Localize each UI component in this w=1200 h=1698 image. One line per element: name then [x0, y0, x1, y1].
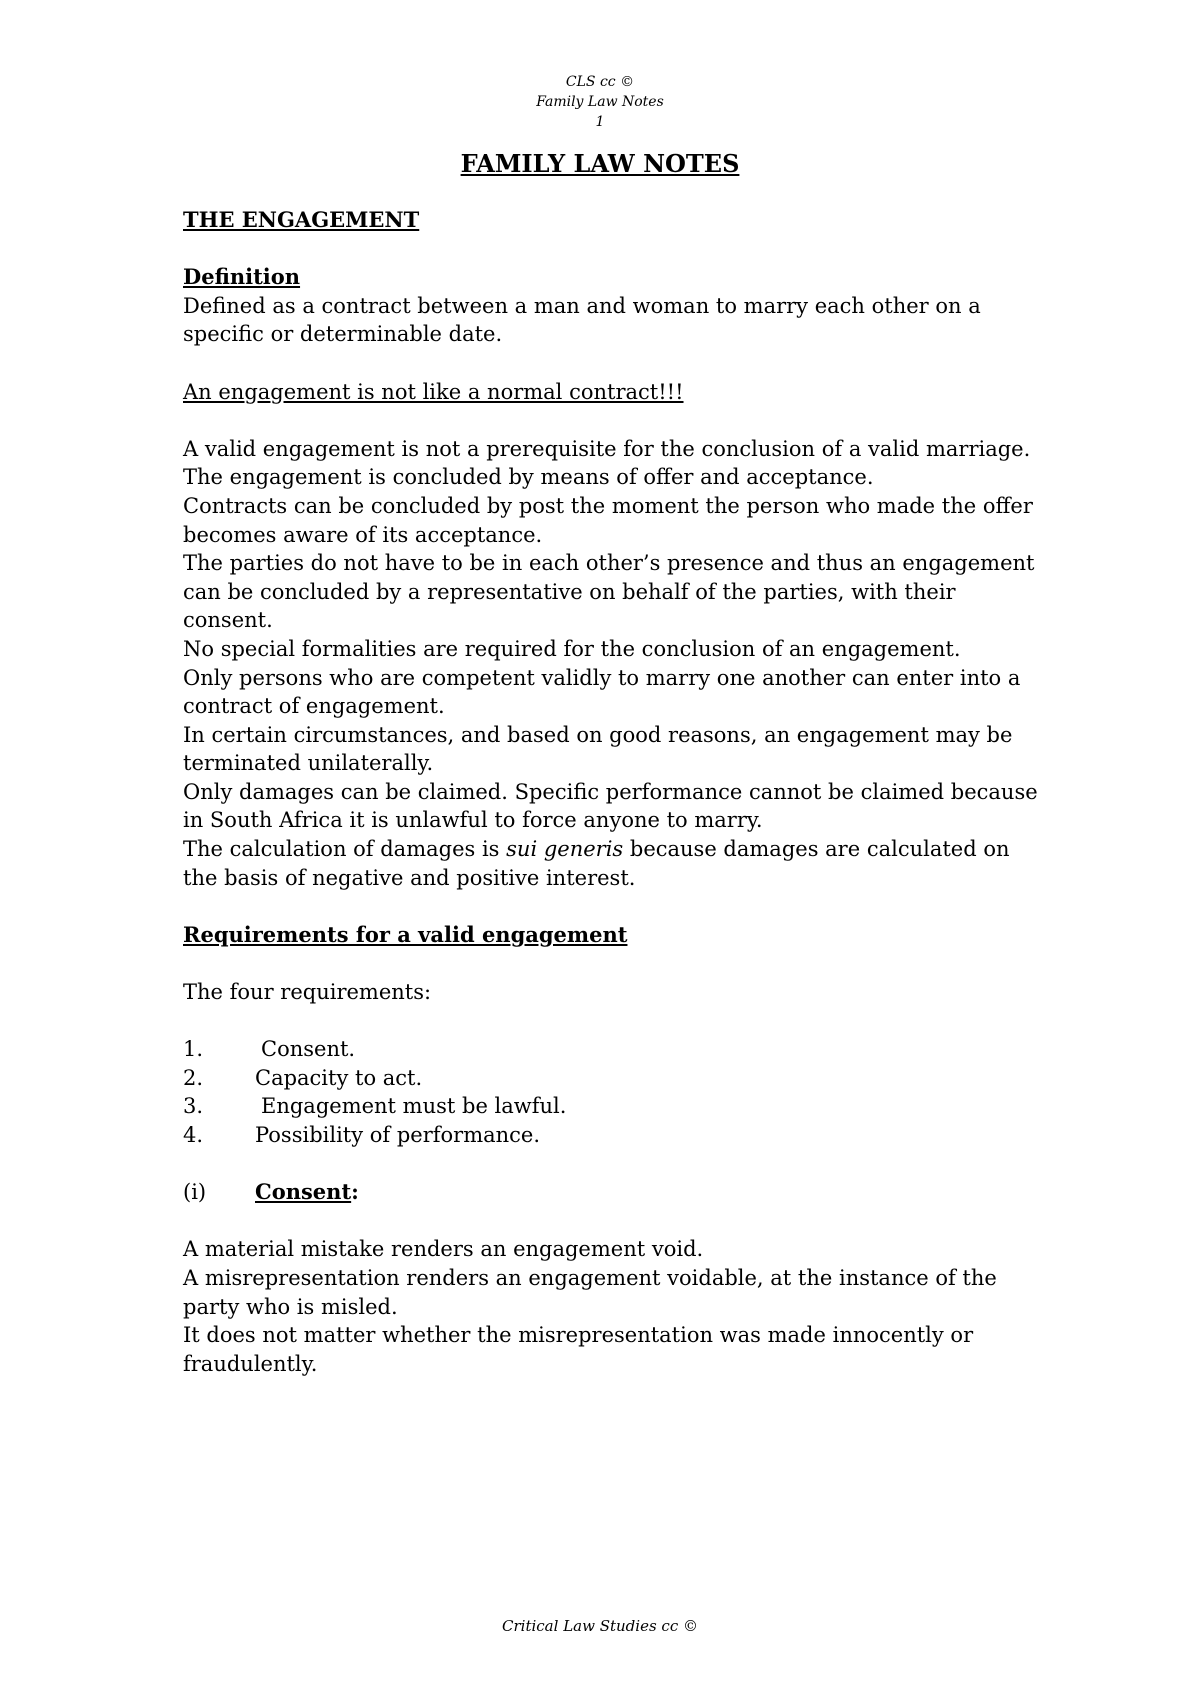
- engagement-note: An engagement is not like a normal contract!!!: [183, 379, 684, 404]
- consent-paragraph: A material mistake renders an engagement void.: [183, 1237, 704, 1262]
- damages-paragraph: [183, 835, 1043, 892]
- consent-paragraph: A misrepresentation renders an engagement voidable, at the instance of the party who is misled.: [183, 1265, 997, 1319]
- list-item-number: 1.: [183, 1037, 204, 1062]
- document-body: [183, 206, 1043, 1378]
- paragraph: Only damages can be claimed. Specific performance cannot be claimed because in South Africa it is unlawful to force anyone to marry.: [183, 779, 1038, 833]
- list-item: [183, 1064, 1043, 1093]
- section-heading-engagement: THE ENGAGEMENT: [183, 207, 420, 232]
- paragraph: The parties do not have to be in each other’s presence and thus an engagement can be concluded by a representative on behalf of the parties, with their consent.: [183, 551, 1035, 633]
- paragraph: Only persons who are competent validly to marry one another can enter into a contract of engagement.: [183, 665, 1021, 719]
- list-item: [183, 1035, 1043, 1064]
- paragraph: In certain circumstances, and based on good reasons, an engagement may be terminated unilaterally.: [183, 722, 1013, 776]
- requirements-heading: Requirements for a valid engagement: [183, 921, 628, 947]
- consent-colon: :: [351, 1179, 359, 1205]
- list-item-text: Capacity to act.: [255, 1065, 423, 1090]
- document-title: FAMILY LAW NOTES: [460, 149, 740, 178]
- damages-text-italic: sui generis: [506, 837, 624, 862]
- paragraph: A valid engagement is not a prerequisite for the conclusion of a valid marriage.: [183, 436, 1031, 461]
- list-item-text: Consent.: [261, 1037, 356, 1062]
- consent-heading: [183, 1178, 1043, 1207]
- header-doc-name: Family Law Notes: [536, 94, 664, 110]
- page-footer: Critical Law Studies cc ©: [502, 1617, 698, 1635]
- page-header: [0, 72, 1200, 132]
- list-item-number: 4.: [183, 1123, 204, 1147]
- list-item-number: 2.: [183, 1065, 204, 1090]
- header-company: CLS cc ©: [565, 74, 635, 90]
- paragraph: The engagement is concluded by means of offer and acceptance.: [183, 465, 874, 490]
- header-page-number: 1: [595, 114, 605, 130]
- consent-number: (i): [183, 1180, 207, 1205]
- paragraph: No special formalities are required for the conclusion of an engagement.: [183, 636, 961, 661]
- list-item-text: Engagement must be lawful.: [261, 1094, 567, 1119]
- list-item: [183, 1092, 1043, 1121]
- damages-text-before: The calculation of damages is: [183, 837, 507, 862]
- requirements-list: [183, 1035, 1043, 1149]
- definition-heading: Definition: [183, 264, 301, 290]
- list-item: [183, 1121, 1043, 1150]
- consent-title: Consent: [255, 1179, 352, 1205]
- list-item-text: Possibility of performance.: [255, 1123, 541, 1147]
- paragraph: Contracts can be concluded by post the moment the person who made the offer becomes aware of its acceptance.: [183, 493, 1033, 547]
- list-item-number: 3.: [183, 1094, 204, 1119]
- requirements-intro: The four requirements:: [183, 980, 432, 1005]
- definition-text: Defined as a contract between a man and woman to marry each other on a specific or determinable date.: [183, 293, 981, 347]
- consent-paragraph: It does not matter whether the misrepresentation was made innocently or fraudulently.: [183, 1323, 974, 1376]
- damages-text-after: because damages are calculated on the basis of negative and positive interest.: [183, 837, 1010, 890]
